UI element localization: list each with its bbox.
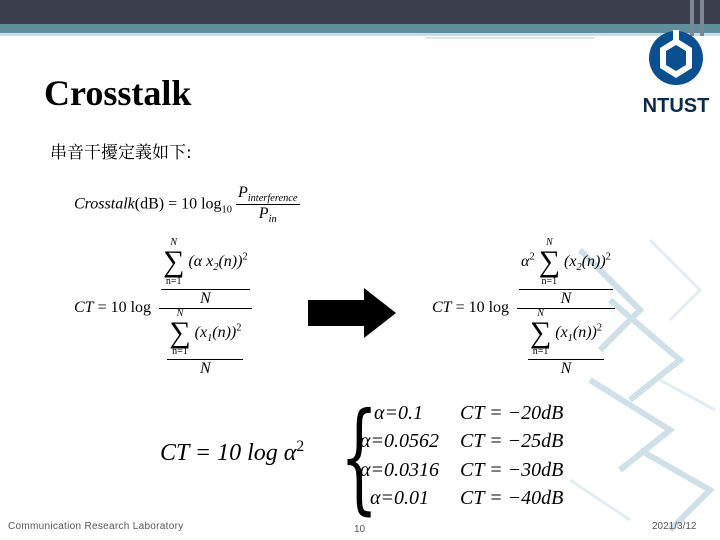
- ct-equation-left: CT = 10 log N ∑ n=1 (α $x_2(n))^2$ N N ∑ n=1 $(x_1(n))^2$ N: [74, 238, 252, 378]
- condition-alpha: α=0.0562: [360, 430, 439, 452]
- condition-ct: CT = −30dB: [460, 459, 564, 481]
- right-arrow-icon: [308, 288, 398, 338]
- footer-lab-name: Communication Research Laboratory: [8, 521, 184, 532]
- condition-alpha: α=0.01: [370, 487, 429, 509]
- header-divider: [0, 33, 720, 36]
- ct-alpha-equation: CT = 10 $\log \alpha^2$: [160, 438, 305, 466]
- svg-text:NTUST: NTUST: [642, 95, 710, 117]
- page-number: 10: [354, 524, 366, 535]
- footer-date: 2021/3/12: [652, 521, 697, 532]
- header-bar: [0, 0, 720, 24]
- slide-subtitle: 串音干擾定義如下:: [50, 143, 192, 163]
- ntust-logo: [638, 28, 714, 118]
- condition-ct: CT = −40dB: [460, 487, 564, 509]
- condition-alpha: α=0.1: [374, 402, 423, 424]
- ct-equation-right: CT = 10 log $\alpha^2$ N ∑ n=1 $(x_2(n))^2$ N N ∑ n=1 $(x_1(n))^2$ N: [432, 238, 615, 378]
- condition-ct: CT = −20dB: [460, 402, 564, 424]
- slide-title: Crosstalk: [44, 73, 192, 113]
- header-divider-short: [425, 37, 595, 39]
- condition-alpha: α=0.0316: [360, 459, 439, 481]
- crosstalk-equation: Crosstalk(dB) = 10 $\log_{10}$ $\frac{P_{interference}}{P_{in}}$: [74, 184, 298, 226]
- left-brace: {: [340, 388, 379, 527]
- condition-ct: CT = −25dB: [460, 430, 564, 452]
- header-accent-bar: [0, 24, 720, 33]
